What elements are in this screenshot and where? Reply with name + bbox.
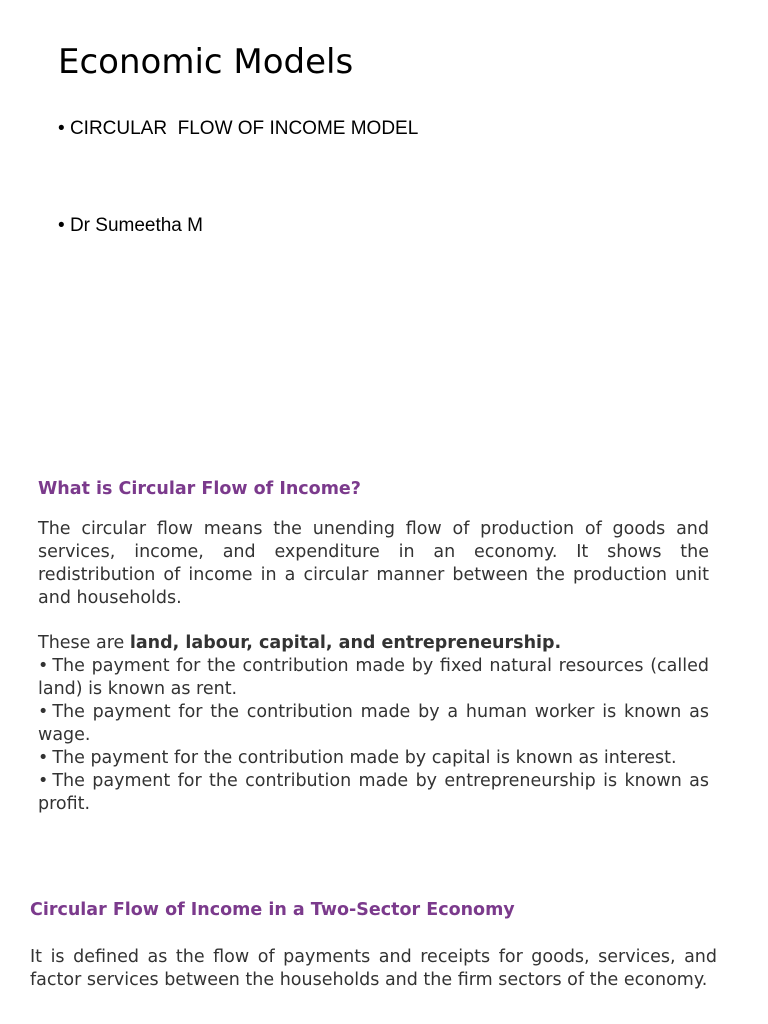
list-item-text: The payment for the contribution made by capital is known as interest.	[52, 748, 677, 768]
list-item	[38, 770, 709, 816]
section-what-is-circular-flow	[38, 478, 709, 816]
list-item-text: The payment for the contribution made by entrepreneurship is known as profit.	[38, 771, 709, 814]
list-item-text: The payment for the contribution made by a human worker is known as wage.	[38, 702, 709, 745]
slide-title: Economic Models	[58, 42, 354, 82]
slide-bullet-author-text: Dr Sumeetha M	[69, 215, 203, 236]
bullet-dot: •	[38, 748, 49, 768]
factors-prefix: These are	[38, 633, 130, 653]
list-item	[38, 747, 709, 770]
bullet-dot: •	[58, 118, 65, 139]
slide-bullet-topic	[58, 118, 418, 141]
list-item	[38, 701, 709, 747]
section-two-sector-economy	[30, 899, 717, 1005]
slide-bullet-topic-text: CIRCULAR FLOW OF INCOME MODEL	[69, 118, 419, 139]
section-heading: What is Circular Flow of Income?	[38, 479, 361, 499]
payment-bullet-list	[38, 655, 709, 816]
bullet-dot: •	[38, 656, 49, 676]
list-item-text: The payment for the contribution made by fixed natural resources (called land) is known as rent.	[38, 656, 709, 699]
definition-paragraph: It is defined as the flow of payments and receipts for goods, services, and factor services between the households and the firm sectors of the economy.	[30, 947, 717, 990]
bullet-dot: •	[38, 702, 49, 722]
factors-bold: land, labour, capital, and entrepreneurship.	[129, 633, 562, 653]
slide-bullet-author	[58, 215, 203, 238]
intro-paragraph: The circular flow means the unending flow of production of goods and services, income, and expenditure in an economy. It shows the redistribution of income in a circular manner between the production unit and households.	[38, 519, 709, 608]
list-item	[38, 655, 709, 701]
bullet-dot: •	[38, 771, 49, 791]
factors-paragraph	[38, 632, 709, 655]
bullet-dot: •	[58, 215, 65, 236]
section-heading: Circular Flow of Income in a Two-Sector Economy	[30, 900, 515, 920]
